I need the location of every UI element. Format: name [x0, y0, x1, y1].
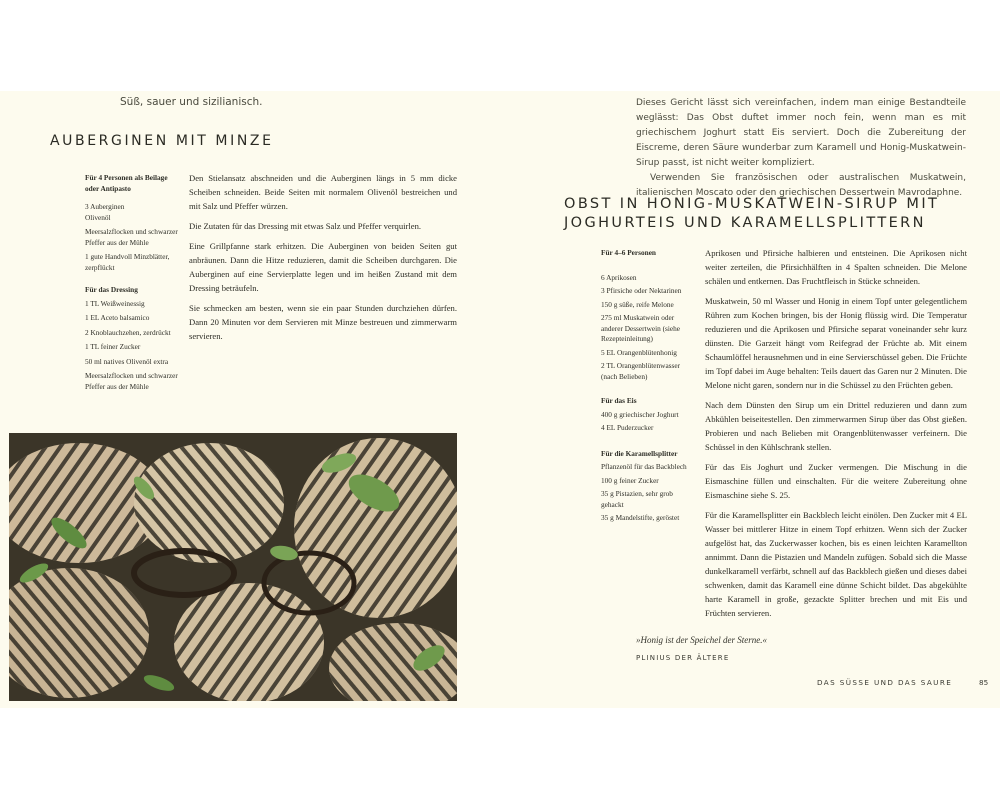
ingredient-item: 50 ml natives Olivenöl extra: [85, 356, 169, 366]
quote-author: PLINIUS DER ÄLTERE: [636, 654, 730, 662]
intro-paragraph: Dieses Gericht lässt sich vereinfachen, indem man einige Bestandteile weglässt: Das Obst duftet immer noch fein, wenn man es mit griechischem Joghurt statt Eis serviert. Doch die Zubereitung der Eiscreme, deren Säure wunderbar zum Karamell und Honig-Muskatwein-Sirup passt, ist nicht weiter kompliziert.: [636, 98, 966, 168]
method-paragraph: Für die Karamellsplitter ein Backblech leicht einölen. Den Zucker mit 4 EL Wasser bei mittlerer Hitze in einem Topf erhitzen. Wenn sich der Zucker aufgelöst hat, das Zuckerwasser kochen, bis es einen leichten Karamellton annimmt. Dann die Pistazien und Mandeln zufügen. Sobald sich die Masse dunkelkaramell verfärbt, schnell auf das Backblech gießen und dieses dabei schwenken, damit das Karamell eine dünne Schicht bildet. Das abgekühlte harte Karamell in große, gezackte Splitter brechen und mit Eis und Früchten servieren.: [705, 510, 967, 618]
right-intro: [636, 96, 966, 201]
left-recipe-title: AUBERGINEN MIT MINZE: [50, 133, 274, 149]
ingredient-item: 1 TL feiner Zucker: [85, 342, 141, 351]
ingredient-item: 1 gute Handvoll Minzblätter, zerpflückt: [85, 252, 170, 272]
ingredient-item: Olivenöl: [85, 212, 111, 222]
ingredient-item: Pflanzenöl für das Backblech: [601, 462, 687, 471]
method-paragraph: Den Stielansatz abschneiden und die Auberginen längs in 5 mm dicke Scheiben schneiden. Beide Seiten mit normalem Olivenöl bestreichen und mit Salz und Pfeffer würzen.: [189, 173, 457, 211]
left-ingredients: [85, 173, 180, 392]
ingredient-item: 1 TL Weißweinessig: [85, 298, 145, 308]
method-paragraph: Muskatwein, 50 ml Wasser und Honig in einem Topf unter gelegentlichem Rühren zum Kochen bringen, bis der Honig flüssig wird. Die Temperatur reduzieren und die Aprikosen und Pfirsiche separat voneinander sehr kurz dünsten. Die Garzeit hängt vom Reifegrad der Früchte ab. Mit einem Schaumlöffel herausnehmen und in eine Servierschüssel geben. Die Früchte im Topf dabei im Auge behalten: Teils dauert das Garen nur 2 Minuten. Die Melone nicht garen, sondern nur in die Schüssel zu den Früchten geben.: [705, 296, 967, 390]
grilled-aubergine-photo: [9, 433, 457, 701]
page-number: 85: [979, 678, 989, 687]
ingredient-item: 4 EL Puderzucker: [601, 423, 654, 432]
eis-heading: Für das Eis: [601, 396, 637, 405]
ingredient-item: 35 g Mandelstifte, geröstet: [601, 513, 680, 522]
right-ingredients: [601, 248, 696, 524]
method-paragraph: Eine Grillpfanne stark erhitzen. Die Auberginen von beiden Seiten gut anbräunen. Dann die Hitze reduzieren, damit die Scheiben durchgaren. Die Auberginen auf eine Servierplatte legen und im heißen Zustand mit dem Dressing beträufeln.: [189, 241, 457, 293]
ingredient-item: 1 EL Aceto balsamico: [85, 313, 150, 322]
serving-note: Für 4–6 Personen: [601, 248, 656, 257]
method-paragraph: Die Zutaten für das Dressing mit etwas Salz und Pfeffer verquirlen.: [189, 221, 422, 231]
ingredient-item: 5 EL Orangenblütenhonig: [601, 347, 677, 357]
ingredient-item: 2 TL Orangenblütenwasser (nach Belieben): [601, 361, 681, 381]
left-method: [189, 171, 457, 349]
right-method: [705, 246, 967, 626]
ingredient-item: 3 Pfirsiche oder Nektarinen: [601, 286, 682, 295]
title-line: JOGHURTEIS UND KARAMELLSPLITTERN: [564, 215, 926, 231]
karamell-heading: Für die Karamellsplitter: [601, 448, 678, 458]
ingredient-item: 35 g Pistazien, sehr grob gehackt: [601, 489, 673, 509]
ingredient-item: 100 g feiner Zucker: [601, 475, 659, 485]
ingredient-item: Meersalzflocken und schwarzer Pfeffer aus der Mühle: [85, 227, 178, 247]
method-paragraph: Nach dem Dünsten den Sirup um ein Drittel reduzieren und dann zum Abkühlen beiseitestellen. Den zimmerwarmen Sirup über das Obst gießen. Probieren und nach Belieben mit Orangenblütenwasser verfeinern. Die Schüssel in den Kühlschrank stellen.: [705, 400, 967, 452]
left-intro: Süß, sauer und sizilianisch.: [120, 96, 263, 108]
intro-paragraph: Verwenden Sie französischen oder australischen Muskatwein, italienischen Moscato oder den griechischen Dessertwein Mavrodaphne.: [636, 173, 966, 198]
right-recipe-title: [564, 195, 944, 233]
dressing-heading: Für das Dressing: [85, 285, 138, 294]
ingredient-item: 400 g griechischer Joghurt: [601, 409, 679, 419]
method-paragraph: Aprikosen und Pfirsiche halbieren und entsteinen. Die Aprikosen nicht weiter zerteilen, die Pfirsichhälften in 4 Spalten schneiden. Die Melone schälen und entkernen. Das Fruchtfleisch in Stücke schneiden.: [705, 248, 967, 286]
ingredient-item: 3 Auberginen: [85, 202, 125, 211]
title-line: OBST IN HONIG-MUSKATWEIN-SIRUP MIT: [564, 196, 940, 212]
method-paragraph: Sie schmecken am besten, wenn sie ein paar Stunden durchziehen dürfen. Dann 20 Minuten vor dem Servieren mit Minze bestreuen und zimmerwarm servieren.: [189, 303, 457, 341]
book-spread: [0, 91, 1000, 708]
ingredient-item: 2 Knoblauchzehen, zerdrückt: [85, 327, 171, 337]
quote: »Honig ist der Speichel der Sterne.«: [636, 635, 767, 645]
serving-note: Für 4 Personen als Beilage oder Antipasto: [85, 173, 168, 193]
ingredient-item: 6 Aprikosen: [601, 272, 637, 282]
method-paragraph: Für das Eis Joghurt und Zucker vermengen. Die Mischung in die Eismaschine füllen und einschalten. Für die weitere Zubereitung ohne Eismaschine siehe S. 25.: [705, 462, 967, 500]
running-footer: DAS SÜSSE UND DAS SAURE: [817, 678, 953, 687]
ingredient-item: 150 g süße, reife Melone: [601, 299, 674, 309]
ingredient-item: 275 ml Muskatwein oder anderer Dessertwein (siehe Rezepteinleitung): [601, 313, 681, 343]
ingredient-item: Meersalzflocken und schwarzer Pfeffer aus der Mühle: [85, 371, 178, 391]
